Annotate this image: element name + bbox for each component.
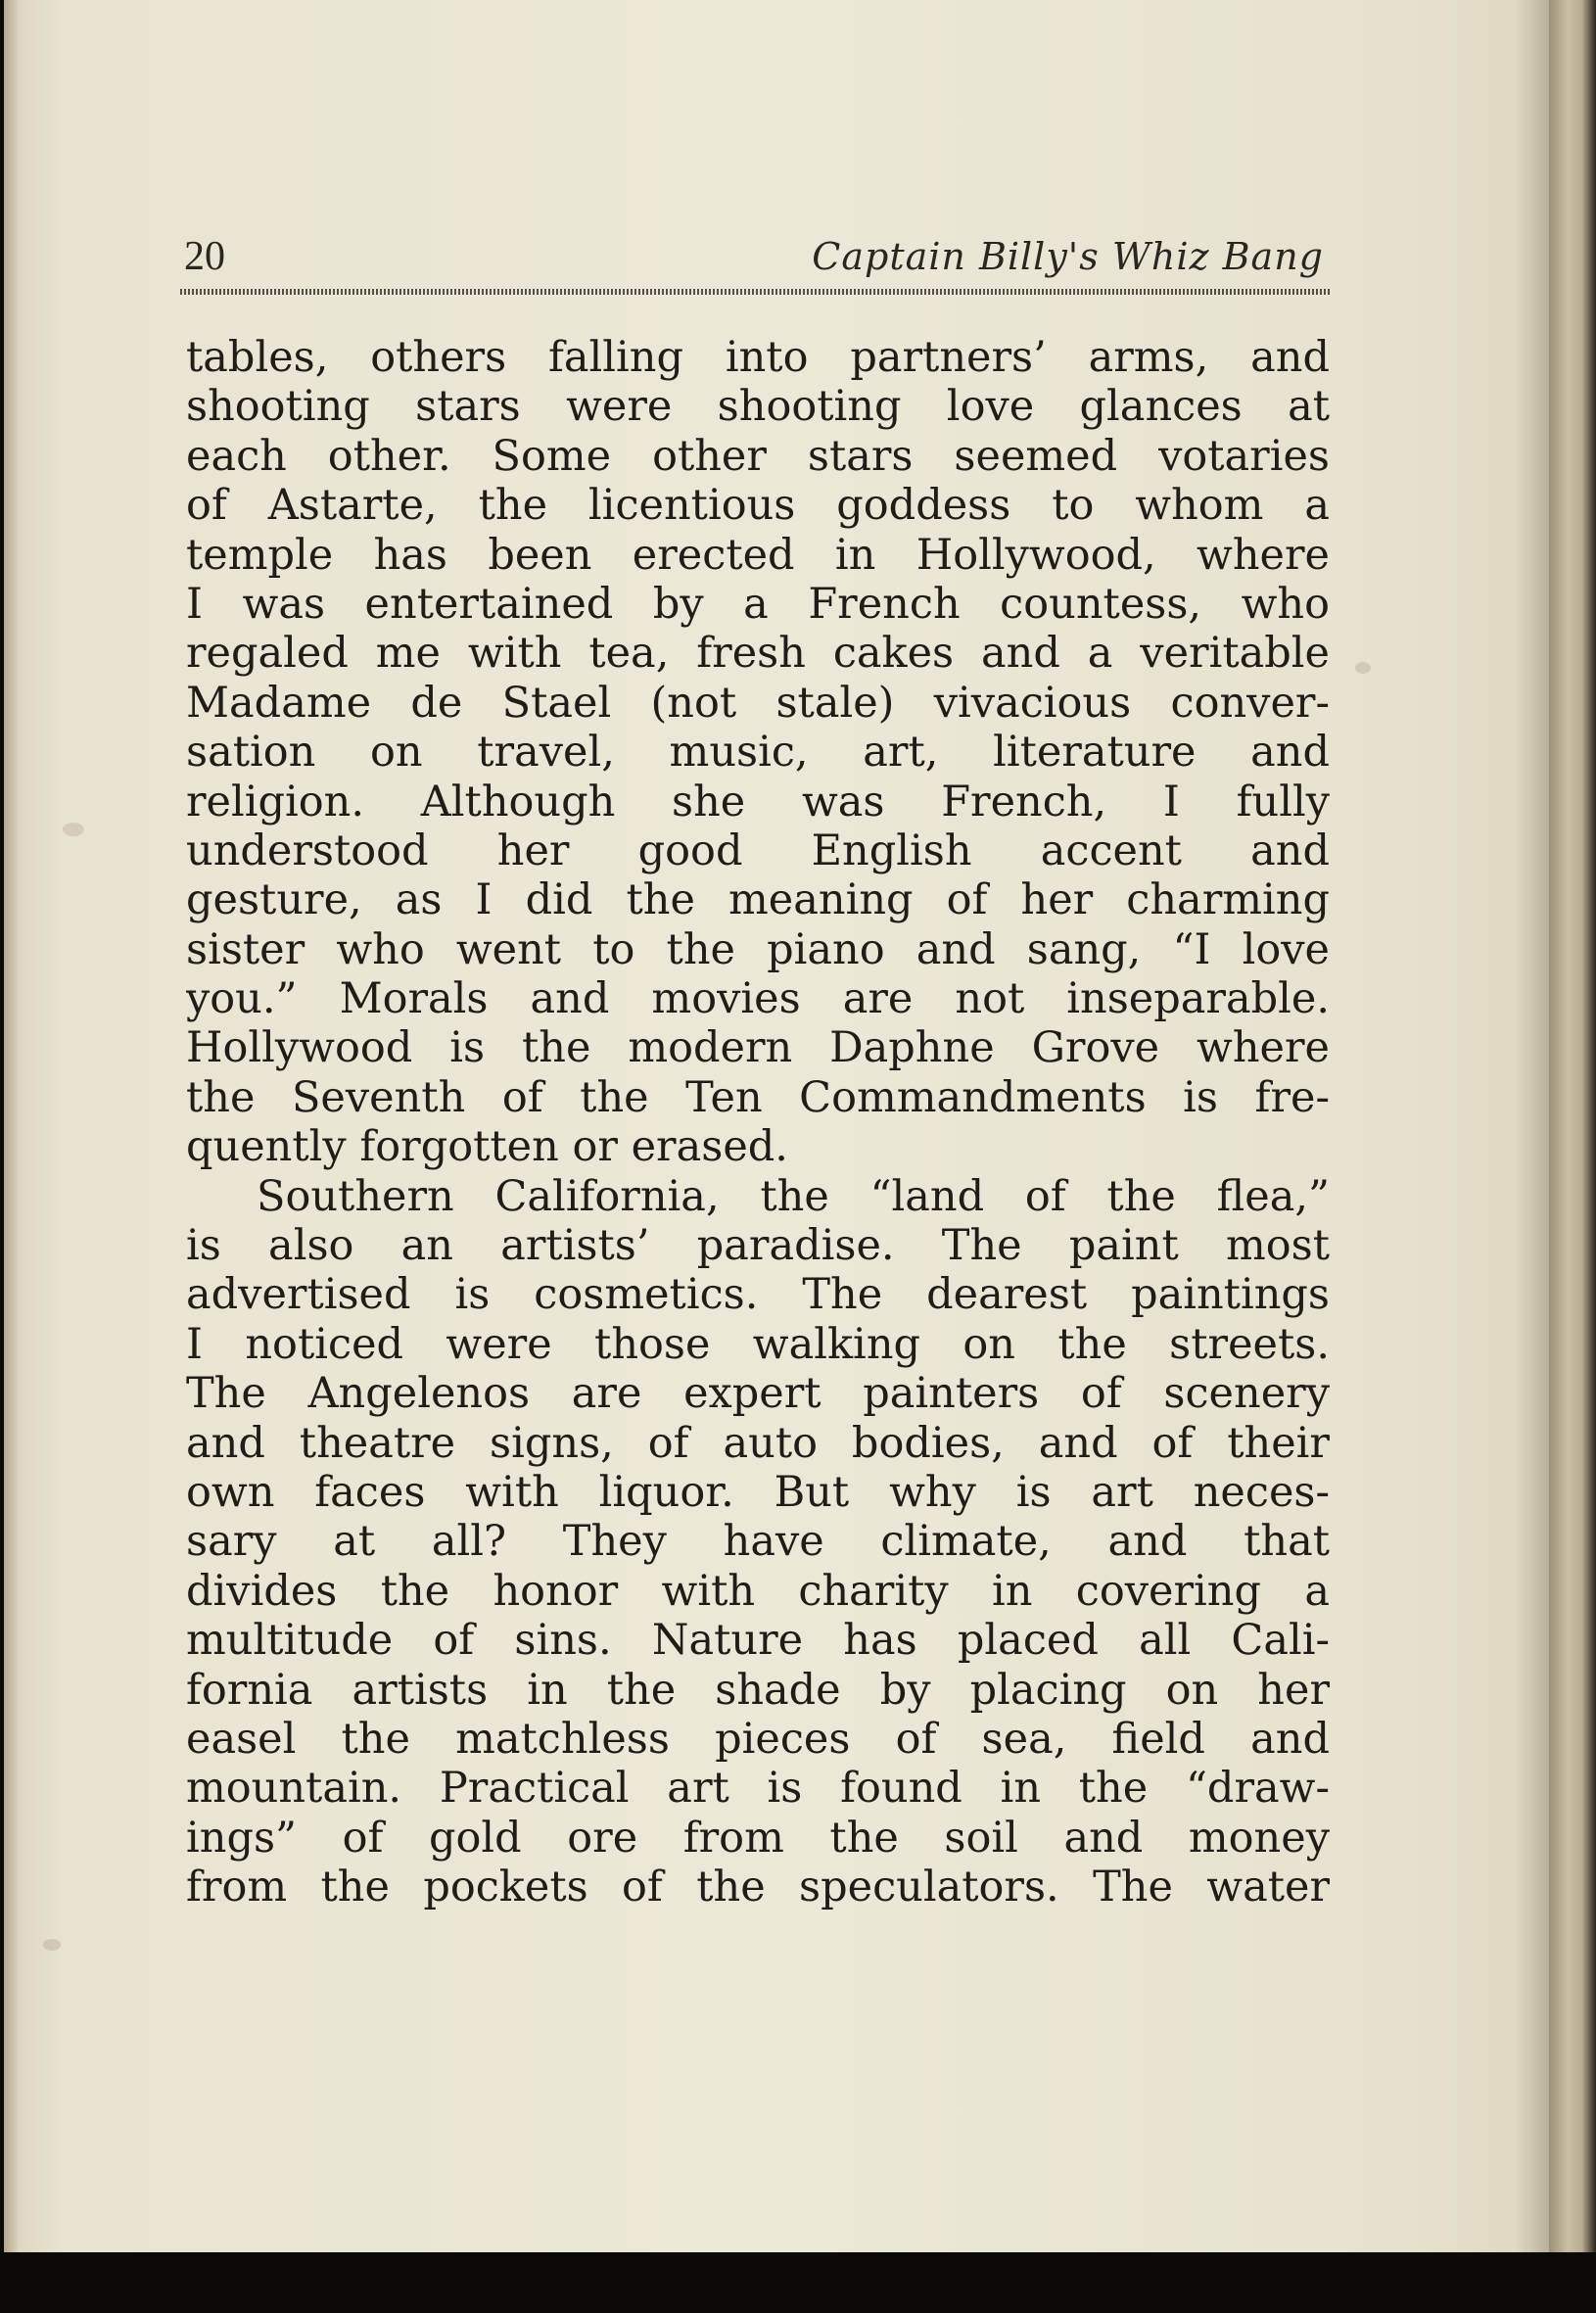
text-line: divides the honor with charity in covering a <box>186 1566 1330 1616</box>
text-line: mountain. Practical art is found in the “draw- <box>186 1764 1330 1814</box>
binding-shadow <box>1516 0 1549 2252</box>
page-number: 20 <box>184 234 225 279</box>
text-line: The Angelenos are expert painters of scenery <box>186 1369 1330 1419</box>
text-line: sation on travel, music, art, literature and <box>186 728 1330 778</box>
text-line: I noticed were those walking on the streets. <box>186 1319 1330 1369</box>
text-line: fornia artists in the shade by placing on her <box>186 1665 1330 1715</box>
text-line: from the pockets of the speculators. The water <box>186 1863 1330 1912</box>
text-line: understood her good English accent and <box>186 826 1330 875</box>
page-left-edge <box>4 0 18 2252</box>
text-line: and theatre signs, of auto bodies, and of their <box>186 1418 1330 1468</box>
text-line: gesture, as I did the meaning of her charming <box>186 875 1330 925</box>
text-line: regaled me with tea, fresh cakes and a veritable <box>186 629 1330 679</box>
text-line: Hollywood is the modern Daphne Grove where <box>186 1023 1330 1073</box>
running-header <box>184 227 1332 286</box>
running-title: Captain Billy's Whiz Bang <box>812 235 1324 278</box>
text-line: the Seventh of the Ten Commandments is fre- <box>186 1072 1330 1122</box>
text-line: ings” of gold ore from the soil and money <box>186 1813 1330 1863</box>
text-line: shooting stars were shooting love glances at <box>186 382 1330 432</box>
text-line: religion. Although she was French, I fully <box>186 777 1330 826</box>
text-line: sary at all? They have climate, and that <box>186 1517 1330 1567</box>
adjacent-page-edge <box>1549 0 1596 2313</box>
text-line: I was entertained by a French countess, who <box>186 579 1330 629</box>
header-rule <box>180 289 1332 295</box>
text-line: Madame de Stael (not stale) vivacious conver- <box>186 678 1330 728</box>
text-line: easel the matchless pieces of sea, field and <box>186 1714 1330 1764</box>
text-line: is also an artists’ paradise. The paint most <box>186 1221 1330 1271</box>
text-line: multitude of sins. Nature has placed all Cali- <box>186 1616 1330 1666</box>
scan-bottom-band <box>0 2252 1596 2313</box>
paper-smudge <box>43 1939 61 1951</box>
body-text <box>186 333 1330 1912</box>
text-line: own faces with liquor. But why is art neces- <box>186 1467 1330 1517</box>
text-line: you.” Morals and movies are not inseparable. <box>186 974 1330 1024</box>
paragraph-end-line: quently forgotten or erased. <box>186 1122 788 1172</box>
text-line: of Astarte, the licentious goddess to whom a <box>186 481 1330 531</box>
text-line: sister who went to the piano and sang, “I love <box>186 924 1330 974</box>
text-line: temple has been erected in Hollywood, where <box>186 530 1330 580</box>
text-line: each other. Some other stars seemed votaries <box>186 431 1330 481</box>
paper-smudge <box>1355 662 1371 674</box>
text-line: tables, others falling into partners’ arms, and <box>186 333 1330 382</box>
text-line: advertised is cosmetics. The dearest paintings <box>186 1270 1330 1320</box>
paper-smudge <box>63 823 84 836</box>
paragraph-start-line: Southern California, the “land of the flea,” <box>257 1171 1330 1221</box>
